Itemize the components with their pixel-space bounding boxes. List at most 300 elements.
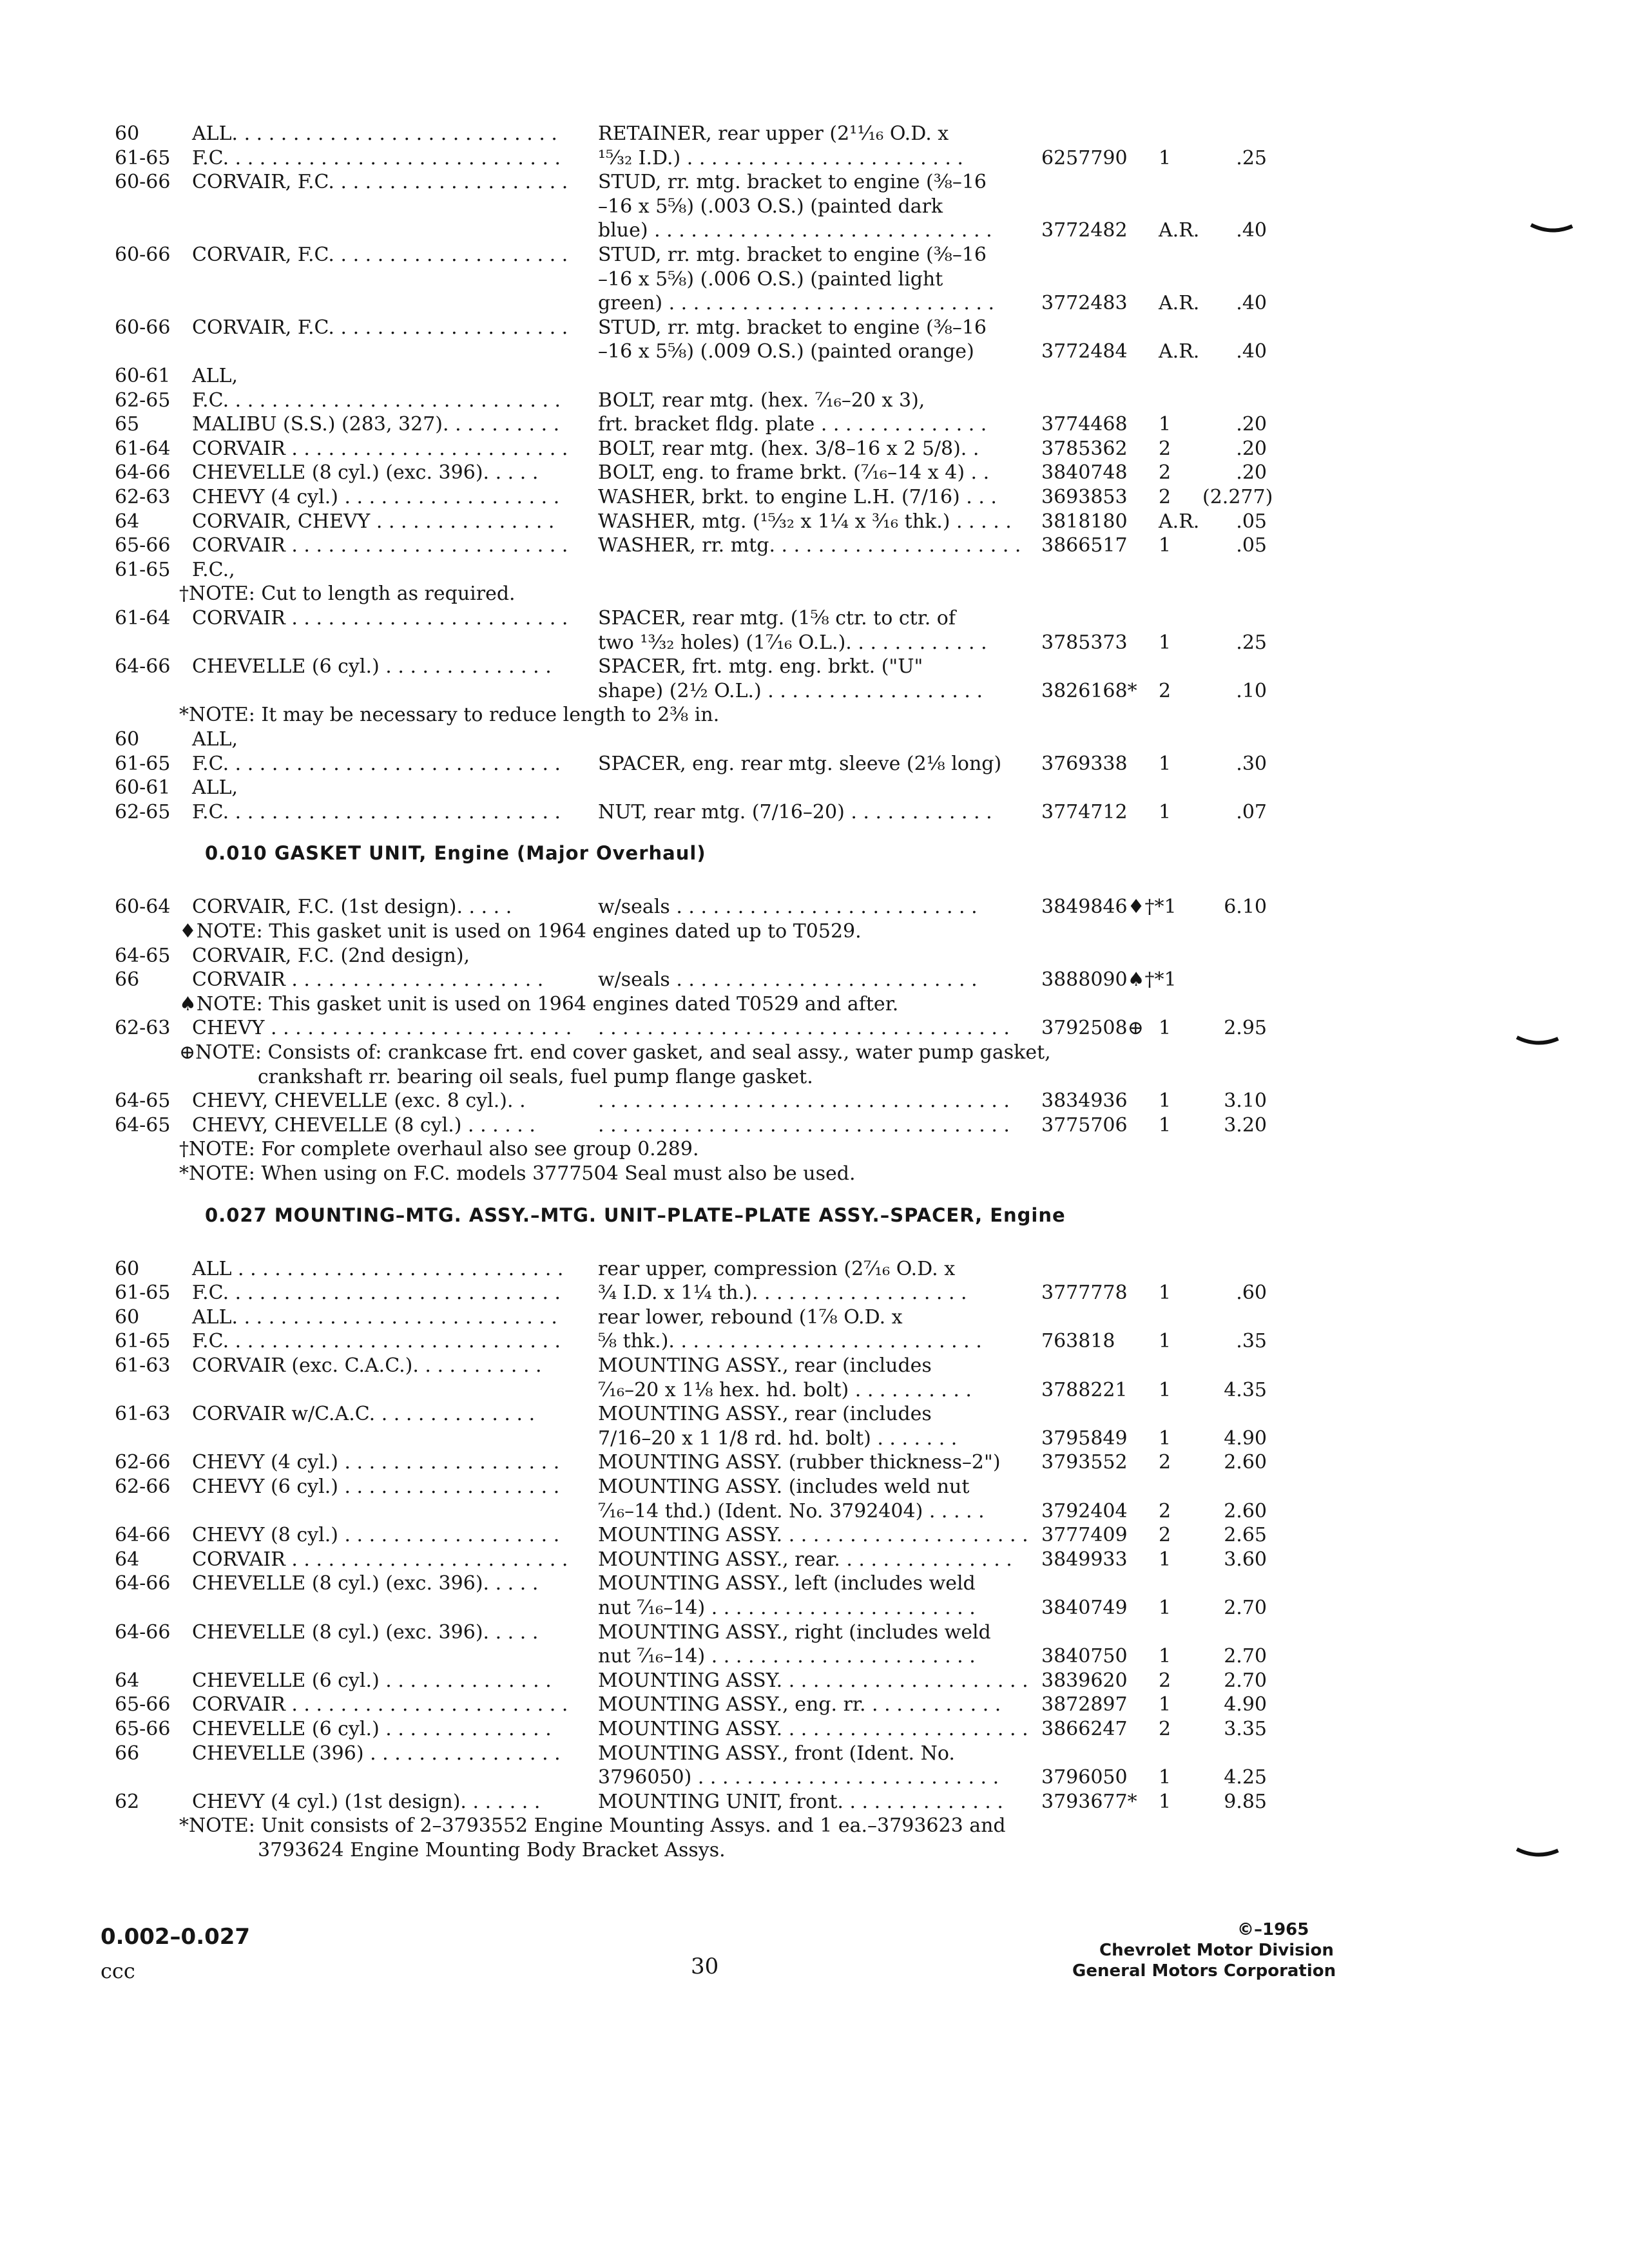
part-row <box>0 1499 1629 1524</box>
price: 2.60 <box>1224 1451 1267 1474</box>
price: .20 <box>1236 437 1267 460</box>
price: .40 <box>1236 340 1267 363</box>
note-text: ⊕NOTE: Consists of: crankcase frt. end cover gasket, and seal assy., water pump gasket, <box>179 1041 1051 1064</box>
model-years: 64 <box>115 1669 140 1692</box>
model-years: 64-65 <box>115 1114 171 1137</box>
part-description: MOUNTING ASSY., rear (includes <box>598 1403 932 1425</box>
application: CHEVY, CHEVELLE (exc. 8 cyl.). . <box>192 1090 526 1112</box>
application: CORVAIR, CHEVY . . . . . . . . . . . . . . . <box>192 510 555 533</box>
model-years: 62-65 <box>115 389 171 412</box>
part-row <box>0 363 1629 389</box>
part-description: WASHER, brkt. to engine L.H. (7/16) . . . <box>598 486 997 508</box>
part-description: MOUNTING ASSY., eng. rr. . . . . . . . . . . . <box>598 1693 1001 1716</box>
part-description: . . . . . . . . . . . . . . . . . . . . . . . . . . . . . . . . . . <box>598 1090 1010 1112</box>
part-row <box>0 194 1629 220</box>
quantity: 2 <box>1159 1718 1171 1740</box>
model-years: 62 <box>115 1791 140 1813</box>
part-description: MOUNTING ASSY. (rubber thickness–2") <box>598 1451 1001 1474</box>
part-row <box>0 388 1629 414</box>
part-description: frt. bracket fldg. plate . . . . . . . . . . . . . . <box>598 413 987 436</box>
part-number: 3840750 <box>1041 1645 1128 1667</box>
part-description: MOUNTING ASSY., right (includes weld <box>598 1621 991 1644</box>
part-row <box>0 630 1629 656</box>
part-number: 3888090♠†*1 <box>1041 968 1177 991</box>
application: F.C. . . . . . . . . . . . . . . . . . . . . . . . . . . . <box>192 1282 561 1304</box>
part-number: 3785362 <box>1041 437 1128 460</box>
part-row <box>0 339 1629 365</box>
part-row <box>0 894 1629 920</box>
application: CORVAIR . . . . . . . . . . . . . . . . . . . . . <box>192 968 544 991</box>
part-row <box>0 1015 1629 1041</box>
price: 2.65 <box>1224 1524 1267 1546</box>
section-heading: 0.027 MOUNTING–MTG. ASSY.–MTG. UNIT–PLATE–PLATE ASSY.–SPACER, Engine <box>205 1204 1066 1226</box>
model-years: 61-63 <box>115 1403 171 1425</box>
part-number: 3788221 <box>1041 1379 1128 1401</box>
price: .20 <box>1236 461 1267 484</box>
part-description: WASHER, mtg. (¹⁵⁄₃₂ x 1¼ x ³⁄₁₆ thk.) . . . . . <box>598 510 1012 533</box>
application: CHEVELLE (6 cyl.) . . . . . . . . . . . . . . <box>192 1669 552 1692</box>
part-number: 3818180 <box>1041 510 1128 533</box>
part-row <box>0 460 1629 486</box>
part-row <box>0 1547 1629 1573</box>
part-description: ¹⁵⁄₃₂ I.D.) . . . . . . . . . . . . . . . . . . . . . . . <box>598 147 963 169</box>
application: ALL. . . . . . . . . . . . . . . . . . . . . . . . . . . <box>192 122 557 145</box>
model-years: 62-66 <box>115 1451 171 1474</box>
corporation-name: General Motors Corporation <box>1072 1961 1336 1981</box>
quantity: 2 <box>1159 437 1171 460</box>
price: 3.60 <box>1224 1548 1267 1571</box>
application: F.C. . . . . . . . . . . . . . . . . . . . . . . . . . . . <box>192 753 561 775</box>
part-number: 3792508⊕ <box>1041 1017 1144 1039</box>
quantity: A.R. <box>1159 292 1200 314</box>
part-description: STUD, rr. mtg. bracket to engine (⅜–16 <box>598 316 987 339</box>
model-years: 60-61 <box>115 776 171 799</box>
price: .05 <box>1236 510 1267 533</box>
group-range: 0.002–0.027 <box>101 1924 251 1950</box>
quantity: 1 <box>1159 1645 1171 1667</box>
part-description: w/seals . . . . . . . . . . . . . . . . . . . . . . . . . <box>598 968 978 991</box>
part-description: shape) (2½ O.L.) . . . . . . . . . . . . . . . . . . <box>598 680 983 702</box>
part-number: 3772484 <box>1041 340 1128 363</box>
part-row <box>0 218 1629 244</box>
application: ALL . . . . . . . . . . . . . . . . . . . . . . . . . . . <box>192 1258 564 1280</box>
part-description: . . . . . . . . . . . . . . . . . . . . . . . . . . . . . . . . . . <box>598 1017 1010 1039</box>
part-number: 3849933 <box>1041 1548 1128 1571</box>
part-description: –16 x 5⅝) (.006 O.S.) (painted light <box>598 268 943 291</box>
part-row <box>0 121 1629 147</box>
part-description: BOLT, eng. to frame brkt. (⁷⁄₁₆–14 x 4) . . <box>598 461 990 484</box>
model-years: 60 <box>115 122 140 145</box>
application: CHEVY (8 cyl.) . . . . . . . . . . . . . . . . . . <box>192 1524 560 1546</box>
note-row <box>0 1813 1629 1839</box>
model-years: 61-65 <box>115 1282 171 1304</box>
part-row <box>0 1620 1629 1646</box>
part-description: –16 x 5⅝) (.009 O.S.) (painted orange) <box>598 340 974 363</box>
price: (2.277) <box>1202 486 1273 508</box>
part-description: ⁷⁄₁₆–20 x 1⅛ hex. hd. bolt) . . . . . . . . . . <box>598 1379 972 1401</box>
part-row <box>0 436 1629 462</box>
price: 2.95 <box>1224 1017 1267 1039</box>
price: .60 <box>1236 1282 1267 1304</box>
application: MALIBU (S.S.) (283, 327). . . . . . . . . . <box>192 413 560 436</box>
part-number: 3840748 <box>1041 461 1128 484</box>
part-row <box>0 775 1629 801</box>
margin-tick-mark <box>1516 1035 1559 1046</box>
price: 2.70 <box>1224 1645 1267 1667</box>
part-row <box>0 654 1629 680</box>
model-years: 66 <box>115 1742 140 1765</box>
price: 9.85 <box>1224 1791 1267 1813</box>
price: 4.25 <box>1224 1766 1267 1789</box>
part-number: 3792404 <box>1041 1500 1128 1523</box>
quantity: 1 <box>1159 413 1171 436</box>
part-row <box>0 1280 1629 1306</box>
model-years: 64-66 <box>115 655 171 678</box>
price: 2.70 <box>1224 1669 1267 1692</box>
note-text: †NOTE: Cut to length as required. <box>179 582 516 605</box>
section-heading: 0.010 GASKET UNIT, Engine (Major Overhaul) <box>205 842 706 864</box>
note-text: †NOTE: For complete overhaul also see group 0.289. <box>179 1138 699 1160</box>
part-row <box>0 1353 1629 1379</box>
part-row <box>0 1305 1629 1331</box>
model-years: 60 <box>115 1258 140 1280</box>
part-row <box>0 943 1629 969</box>
division-name: Chevrolet Motor Division <box>1099 1941 1334 1960</box>
part-description: blue) . . . . . . . . . . . . . . . . . . . . . . . . . . . . <box>598 219 992 242</box>
quantity: 1 <box>1159 1548 1171 1571</box>
part-row <box>0 1329 1629 1354</box>
application: CHEVELLE (6 cyl.) . . . . . . . . . . . . . . <box>192 1718 552 1740</box>
part-number: 3772482 <box>1041 219 1128 242</box>
part-row <box>0 557 1629 583</box>
part-row <box>0 1401 1629 1427</box>
application: F.C., <box>192 559 235 581</box>
note-row <box>0 702 1629 728</box>
part-description: nut ⁷⁄₁₆–14) . . . . . . . . . . . . . . . . . . . . . . <box>598 1645 976 1667</box>
part-description: w/seals . . . . . . . . . . . . . . . . . . . . . . . . . <box>598 896 978 918</box>
application: CHEVY (4 cyl.) . . . . . . . . . . . . . . . . . . <box>192 1451 560 1474</box>
part-description: green) . . . . . . . . . . . . . . . . . . . . . . . . . . . <box>598 292 995 314</box>
application: CHEVY (4 cyl.) . . . . . . . . . . . . . . . . . . <box>192 486 560 508</box>
part-row <box>0 1716 1629 1742</box>
model-years: 64-66 <box>115 1524 171 1546</box>
price: .05 <box>1236 534 1267 557</box>
part-number: 3826168* <box>1041 680 1137 702</box>
quantity: 2 <box>1159 1524 1171 1546</box>
part-number: 3834936 <box>1041 1090 1128 1112</box>
note-row <box>0 919 1629 945</box>
model-years: 60 <box>115 728 140 751</box>
model-years: 65-66 <box>115 1693 171 1716</box>
quantity: 2 <box>1159 1500 1171 1523</box>
price: 2.60 <box>1224 1500 1267 1523</box>
part-description: BOLT, rear mtg. (hex. 3/8–16 x 2 5/8). . <box>598 437 979 460</box>
part-description: RETAINER, rear upper (2¹¹⁄₁₆ O.D. x <box>598 122 949 145</box>
quantity: 1 <box>1159 1766 1171 1789</box>
part-description: MOUNTING ASSY., rear (includes <box>598 1354 932 1377</box>
model-years: 60-66 <box>115 244 171 266</box>
model-years: 61-64 <box>115 607 171 629</box>
part-number: 3793677* <box>1041 1791 1137 1813</box>
part-row <box>0 242 1629 268</box>
model-years: 60-61 <box>115 365 171 387</box>
price: 2.70 <box>1224 1597 1267 1619</box>
part-description: ¾ I.D. x 1¼ th.). . . . . . . . . . . . . . . . . . <box>598 1282 967 1304</box>
model-years: 65-66 <box>115 1718 171 1740</box>
part-description: two ¹³⁄₃₂ holes) (1⁷⁄₁₆ O.L.). . . . . . . . . . . . <box>598 631 987 654</box>
note-row <box>0 992 1629 1017</box>
note-row <box>0 1040 1629 1066</box>
note-row <box>0 1161 1629 1187</box>
application: CHEVY, CHEVELLE (8 cyl.) . . . . . . <box>192 1114 535 1137</box>
part-row <box>0 1595 1629 1621</box>
price: 4.90 <box>1224 1693 1267 1716</box>
part-row <box>0 1668 1629 1694</box>
part-number: 763818 <box>1041 1330 1115 1352</box>
price: 3.35 <box>1224 1718 1267 1740</box>
copyright: ©–1965 <box>1237 1920 1309 1939</box>
price: .35 <box>1236 1330 1267 1352</box>
part-row <box>0 727 1629 753</box>
model-years: 62-66 <box>115 1475 171 1498</box>
quantity: 1 <box>1159 147 1171 169</box>
note-text: *NOTE: It may be necessary to reduce length to 2⅜ in. <box>179 704 720 726</box>
application: CHEVY . . . . . . . . . . . . . . . . . . . . . . . . . <box>192 1017 572 1039</box>
application: CHEVELLE (8 cyl.) (exc. 396). . . . . <box>192 1572 539 1595</box>
application: CHEVY (4 cyl.) (1st design). . . . . . . <box>192 1791 541 1813</box>
part-row <box>0 1426 1629 1452</box>
part-number: 3693853 <box>1041 486 1128 508</box>
part-description: MOUNTING ASSY., front (Ident. No. <box>598 1742 955 1765</box>
part-description: SPACER, eng. rear mtg. sleeve (2⅛ long) <box>598 753 1002 775</box>
margin-tick-mark <box>1516 1847 1559 1858</box>
model-years: 61-65 <box>115 1330 171 1352</box>
part-row <box>0 1644 1629 1669</box>
application: CORVAIR . . . . . . . . . . . . . . . . . . . . . . . <box>192 534 568 557</box>
note-text: crankshaft rr. bearing oil seals, fuel pump flange gasket. <box>258 1066 813 1088</box>
part-description: –16 x 5⅝) (.003 O.S.) (painted dark <box>598 195 943 218</box>
part-row <box>0 1113 1629 1139</box>
quantity: 1 <box>1159 631 1171 654</box>
part-row <box>0 606 1629 631</box>
margin-tick-mark <box>1530 222 1574 234</box>
part-row <box>0 751 1629 777</box>
part-number: 3866247 <box>1041 1718 1128 1740</box>
part-row <box>0 267 1629 293</box>
part-row <box>0 533 1629 559</box>
model-years: 64-66 <box>115 461 171 484</box>
price: 4.35 <box>1224 1379 1267 1401</box>
part-row <box>0 509 1629 535</box>
part-description: MOUNTING ASSY., rear. . . . . . . . . . . . . . . <box>598 1548 1012 1571</box>
part-row <box>0 291 1629 316</box>
part-description: SPACER, frt. mtg. eng. brkt. ("U" <box>598 655 923 678</box>
part-row <box>0 1450 1629 1475</box>
price: .40 <box>1236 219 1267 242</box>
quantity: 2 <box>1159 461 1171 484</box>
part-row <box>0 485 1629 510</box>
application: F.C. . . . . . . . . . . . . . . . . . . . . . . . . . . . <box>192 1330 561 1352</box>
application: ALL. . . . . . . . . . . . . . . . . . . . . . . . . . . <box>192 1306 557 1329</box>
price: .20 <box>1236 413 1267 436</box>
part-description: 7/16–20 x 1 1/8 rd. hd. bolt) . . . . . . . <box>598 1427 958 1450</box>
quantity: A.R. <box>1159 510 1200 533</box>
part-description: NUT, rear mtg. (7/16–20) . . . . . . . . . . . . <box>598 801 992 823</box>
price: .30 <box>1236 753 1267 775</box>
application: CORVAIR, F.C. (2nd design), <box>192 945 470 967</box>
quantity: 1 <box>1159 1427 1171 1450</box>
part-description: . . . . . . . . . . . . . . . . . . . . . . . . . . . . . . . . . . <box>598 1114 1010 1137</box>
application: CORVAIR . . . . . . . . . . . . . . . . . . . . . . . <box>192 1548 568 1571</box>
quantity: 2 <box>1159 1451 1171 1474</box>
part-description: MOUNTING UNIT, front. . . . . . . . . . . . . . <box>598 1791 1003 1813</box>
part-row <box>0 169 1629 195</box>
application: CORVAIR, F.C. . . . . . . . . . . . . . . . . . . . <box>192 171 568 193</box>
model-years: 62-63 <box>115 1017 171 1039</box>
model-years: 65 <box>115 413 140 436</box>
application: F.C. . . . . . . . . . . . . . . . . . . . . . . . . . . . <box>192 147 561 169</box>
model-years: 61-65 <box>115 147 171 169</box>
price: 6.10 <box>1224 896 1267 918</box>
note-row <box>0 1137 1629 1162</box>
part-row <box>0 1692 1629 1718</box>
quantity: A.R. <box>1159 340 1200 363</box>
quantity: 2 <box>1159 1669 1171 1692</box>
model-years: 60-64 <box>115 896 171 918</box>
price: .25 <box>1236 631 1267 654</box>
model-years: 62-63 <box>115 486 171 508</box>
application: CHEVY (6 cyl.) . . . . . . . . . . . . . . . . . . <box>192 1475 560 1498</box>
model-years: 64 <box>115 510 140 533</box>
model-years: 64-65 <box>115 1090 171 1112</box>
part-row <box>0 1378 1629 1403</box>
model-years: 64-66 <box>115 1572 171 1595</box>
part-number: 3785373 <box>1041 631 1128 654</box>
note-text: *NOTE: Unit consists of 2–3793552 Engine Mounting Assys. and 1 ea.–3793623 and <box>179 1814 1006 1837</box>
part-description: rear lower, rebound (1⅞ O.D. x <box>598 1306 903 1329</box>
quantity: 1 <box>1159 1330 1171 1352</box>
part-number: 3872897 <box>1041 1693 1128 1716</box>
price: .40 <box>1236 292 1267 314</box>
part-row <box>0 1571 1629 1597</box>
part-number: 6257790 <box>1041 147 1128 169</box>
part-row <box>0 412 1629 437</box>
part-number: 3840749 <box>1041 1597 1128 1619</box>
price: .10 <box>1236 680 1267 702</box>
application: CORVAIR . . . . . . . . . . . . . . . . . . . . . . . <box>192 607 568 629</box>
note-row <box>0 581 1629 607</box>
quantity: 1 <box>1159 1693 1171 1716</box>
part-number: 3849846♦†*1 <box>1041 896 1177 918</box>
model-years: 60-66 <box>115 171 171 193</box>
part-description: ⅝ thk.). . . . . . . . . . . . . . . . . . . . . . . . . . <box>598 1330 982 1352</box>
quantity: 1 <box>1159 1090 1171 1112</box>
application: ALL, <box>192 365 238 387</box>
part-row <box>0 967 1629 993</box>
part-row <box>0 1741 1629 1767</box>
model-years: 64-65 <box>115 945 171 967</box>
part-row <box>0 1789 1629 1815</box>
part-description: rear upper, compression (2⁷⁄₁₆ O.D. x <box>598 1258 956 1280</box>
model-years: 60-66 <box>115 316 171 339</box>
part-number: 3772483 <box>1041 292 1128 314</box>
model-years: 66 <box>115 968 140 991</box>
quantity: 1 <box>1159 1791 1171 1813</box>
page-code: ccc <box>101 1959 135 1983</box>
part-description: MOUNTING ASSY. (includes weld nut <box>598 1475 970 1498</box>
application: CORVAIR . . . . . . . . . . . . . . . . . . . . . . . <box>192 437 568 460</box>
part-description: STUD, rr. mtg. bracket to engine (⅜–16 <box>598 171 987 193</box>
application: CHEVELLE (6 cyl.) . . . . . . . . . . . . . . <box>192 655 552 678</box>
part-description: STUD, rr. mtg. bracket to engine (⅜–16 <box>598 244 987 266</box>
application: CORVAIR, F.C. . . . . . . . . . . . . . . . . . . . <box>192 316 568 339</box>
part-number: 3795849 <box>1041 1427 1128 1450</box>
quantity: 1 <box>1159 753 1171 775</box>
part-description: BOLT, rear mtg. (hex. ⁷⁄₁₆–20 x 3), <box>598 389 925 412</box>
price: 4.90 <box>1224 1427 1267 1450</box>
application: CHEVELLE (396) . . . . . . . . . . . . . . . . <box>192 1742 561 1765</box>
note-text: 3793624 Engine Mounting Body Bracket Assys. <box>258 1839 726 1861</box>
part-number: 3866517 <box>1041 534 1128 557</box>
quantity: 2 <box>1159 486 1171 508</box>
part-row <box>0 800 1629 825</box>
part-row <box>0 146 1629 171</box>
part-row <box>0 1765 1629 1791</box>
model-years: 60 <box>115 1306 140 1329</box>
part-number: 3793552 <box>1041 1451 1128 1474</box>
quantity: 2 <box>1159 680 1171 702</box>
application: CORVAIR, F.C. (1st design). . . . . <box>192 896 512 918</box>
quantity: A.R. <box>1159 219 1200 242</box>
part-number: 3839620 <box>1041 1669 1128 1692</box>
price: 3.20 <box>1224 1114 1267 1137</box>
model-years: 61-65 <box>115 753 171 775</box>
application: CORVAIR, F.C. . . . . . . . . . . . . . . . . . . . <box>192 244 568 266</box>
application: CORVAIR . . . . . . . . . . . . . . . . . . . . . . . <box>192 1693 568 1716</box>
part-description: nut ⁷⁄₁₆–14) . . . . . . . . . . . . . . . . . . . . . . <box>598 1597 976 1619</box>
quantity: 1 <box>1159 534 1171 557</box>
part-number: 3777778 <box>1041 1282 1128 1304</box>
part-row <box>0 1088 1629 1114</box>
part-row <box>0 678 1629 704</box>
application: ALL, <box>192 776 238 799</box>
part-description: ⁷⁄₁₆–14 thd.) (Ident. No. 3792404) . . . . . <box>598 1500 985 1523</box>
model-years: 64-66 <box>115 1621 171 1644</box>
part-description: SPACER, rear mtg. (1⅝ ctr. to ctr. of <box>598 607 956 629</box>
price: .07 <box>1236 801 1267 823</box>
part-number: 3796050 <box>1041 1766 1128 1789</box>
quantity: 1 <box>1159 1017 1171 1039</box>
application: CORVAIR (exc. C.A.C.). . . . . . . . . . . <box>192 1354 542 1377</box>
quantity: 1 <box>1159 1597 1171 1619</box>
part-row <box>0 1474 1629 1500</box>
quantity: 1 <box>1159 1114 1171 1137</box>
quantity: 1 <box>1159 1282 1171 1304</box>
note-text: *NOTE: When using on F.C. models 3777504 Seal must also be used. <box>179 1162 856 1185</box>
note-text: ♦NOTE: This gasket unit is used on 1964 engines dated up to T0529. <box>179 920 862 943</box>
part-number: 3774712 <box>1041 801 1128 823</box>
part-description: MOUNTING ASSY. . . . . . . . . . . . . . . . . . . . . <box>598 1524 1028 1546</box>
model-years: 61-65 <box>115 559 171 581</box>
application: CHEVELLE (8 cyl.) (exc. 396). . . . . <box>192 461 539 484</box>
part-number: 3777409 <box>1041 1524 1128 1546</box>
application: F.C. . . . . . . . . . . . . . . . . . . . . . . . . . . . <box>192 801 561 823</box>
part-description: MOUNTING ASSY. . . . . . . . . . . . . . . . . . . . . <box>598 1718 1028 1740</box>
model-years: 64 <box>115 1548 140 1571</box>
application: CORVAIR w/C.A.C. . . . . . . . . . . . . . <box>192 1403 535 1425</box>
part-description: MOUNTING ASSY. . . . . . . . . . . . . . . . . . . . . <box>598 1669 1028 1692</box>
application: ALL, <box>192 728 238 751</box>
